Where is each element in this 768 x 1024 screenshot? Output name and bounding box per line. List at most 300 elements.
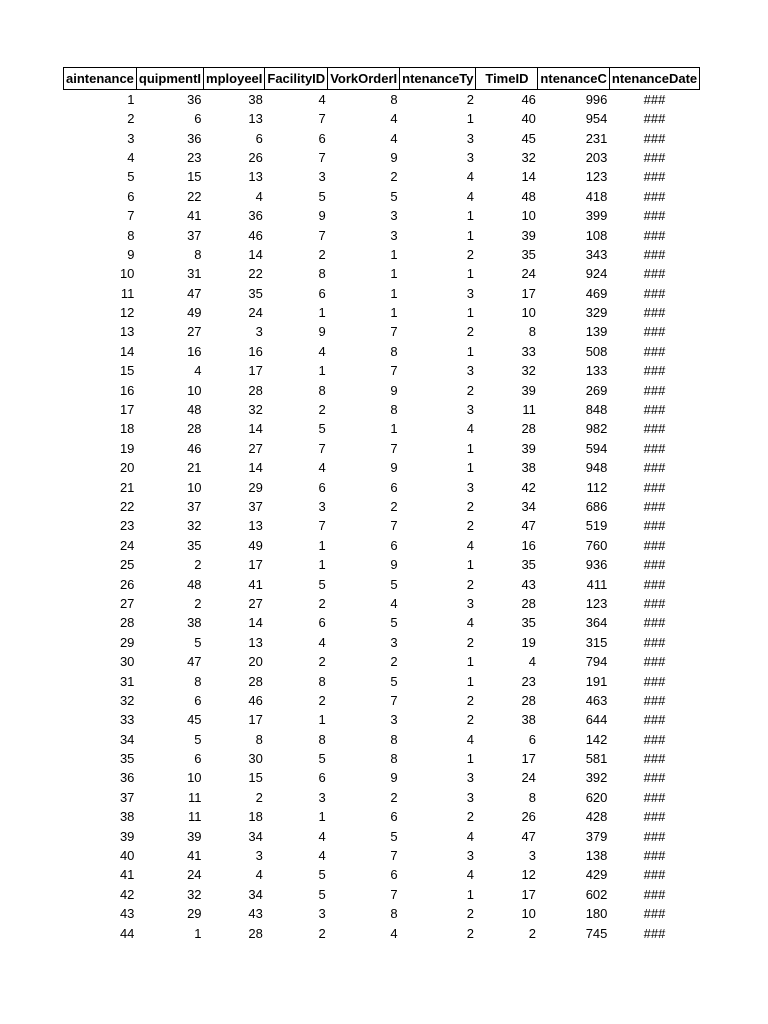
- table-cell[interactable]: 32: [187, 518, 202, 534]
- table-cell[interactable]: 203: [585, 149, 608, 165]
- table-cell[interactable]: 848: [585, 402, 608, 418]
- table-cell[interactable]: ###: [643, 576, 666, 592]
- table-cell[interactable]: 18: [119, 421, 135, 437]
- table-cell[interactable]: 4: [528, 654, 536, 670]
- table-cell[interactable]: 7: [318, 149, 326, 165]
- table-cell[interactable]: 28: [119, 615, 135, 631]
- table-cell[interactable]: 3: [466, 130, 474, 146]
- table-cell[interactable]: 2: [528, 925, 536, 941]
- table-cell[interactable]: 30: [119, 654, 135, 670]
- table-cell[interactable]: 5: [390, 673, 398, 689]
- table-cell[interactable]: 2: [194, 595, 202, 611]
- table-cell[interactable]: 3: [466, 285, 474, 301]
- table-cell[interactable]: 2: [466, 692, 474, 708]
- table-cell[interactable]: 16: [521, 537, 536, 553]
- table-cell[interactable]: 23: [521, 673, 536, 689]
- table-cell[interactable]: 16: [248, 343, 263, 359]
- table-cell[interactable]: 8: [318, 731, 326, 747]
- table-cell[interactable]: 45: [521, 130, 536, 146]
- table-cell[interactable]: ###: [643, 867, 666, 883]
- table-cell[interactable]: 108: [585, 227, 608, 243]
- table-cell[interactable]: 36: [187, 130, 202, 146]
- table-cell[interactable]: 35: [521, 557, 536, 573]
- table-cell[interactable]: 4: [194, 363, 202, 379]
- table-cell[interactable]: 2: [466, 576, 474, 592]
- table-cell[interactable]: 231: [585, 130, 608, 146]
- table-cell[interactable]: 26: [119, 576, 135, 592]
- table-cell[interactable]: 5: [194, 634, 202, 650]
- table-cell[interactable]: ###: [643, 537, 666, 553]
- table-cell[interactable]: 6: [318, 615, 326, 631]
- table-cell[interactable]: 2: [127, 111, 135, 127]
- table-cell[interactable]: 3: [466, 479, 474, 495]
- table-cell[interactable]: 47: [521, 518, 536, 534]
- table-cell[interactable]: 4: [466, 615, 474, 631]
- table-cell[interactable]: 5: [318, 751, 326, 767]
- table-cell[interactable]: 14: [248, 246, 263, 262]
- table-cell[interactable]: 48: [187, 402, 202, 418]
- table-cell[interactable]: 1: [466, 673, 474, 689]
- table-cell[interactable]: 14: [119, 343, 135, 359]
- table-cell[interactable]: ###: [643, 188, 666, 204]
- table-cell[interactable]: 13: [248, 111, 263, 127]
- table-cell[interactable]: 3: [466, 595, 474, 611]
- table-cell[interactable]: 17: [119, 402, 135, 418]
- table-cell[interactable]: 47: [521, 828, 536, 844]
- table-cell[interactable]: 33: [521, 343, 536, 359]
- table-cell[interactable]: 30: [248, 751, 263, 767]
- table-cell[interactable]: 10: [187, 382, 202, 398]
- table-cell[interactable]: 1: [127, 92, 135, 107]
- table-cell[interactable]: 1: [466, 751, 474, 767]
- table-cell[interactable]: 7: [390, 848, 398, 864]
- table-cell[interactable]: 22: [248, 266, 263, 282]
- table-cell[interactable]: 40: [521, 111, 536, 127]
- table-cell[interactable]: 4: [318, 343, 326, 359]
- table-cell[interactable]: ###: [643, 421, 666, 437]
- table-cell[interactable]: 3: [528, 848, 536, 864]
- table-cell[interactable]: 39: [521, 440, 536, 456]
- table-cell[interactable]: 1: [390, 421, 398, 437]
- table-cell[interactable]: 1: [390, 285, 398, 301]
- table-cell[interactable]: 3: [466, 402, 474, 418]
- table-cell[interactable]: 4: [466, 169, 474, 185]
- table-cell[interactable]: 5: [390, 188, 398, 204]
- table-cell[interactable]: ###: [643, 925, 666, 941]
- table-cell[interactable]: 10: [119, 266, 135, 282]
- table-cell[interactable]: 24: [248, 305, 263, 321]
- table-cell[interactable]: 45: [187, 712, 202, 728]
- table-cell[interactable]: 2: [466, 809, 474, 825]
- table-cell[interactable]: 6: [390, 867, 398, 883]
- table-cell[interactable]: 343: [585, 246, 608, 262]
- table-cell[interactable]: 37: [187, 499, 202, 514]
- table-cell[interactable]: 10: [187, 479, 202, 495]
- table-cell[interactable]: 6: [318, 479, 326, 495]
- table-cell[interactable]: 392: [585, 770, 608, 786]
- table-cell[interactable]: 42: [119, 886, 135, 902]
- table-cell[interactable]: 18: [248, 809, 263, 825]
- table-cell[interactable]: ###: [643, 906, 666, 922]
- table-cell[interactable]: 28: [248, 925, 263, 941]
- table-cell[interactable]: 10: [187, 770, 202, 786]
- table-cell[interactable]: ###: [643, 848, 666, 864]
- table-cell[interactable]: 3: [255, 324, 263, 340]
- table-cell[interactable]: 7: [318, 111, 326, 127]
- table-cell[interactable]: 1: [318, 557, 326, 573]
- table-cell[interactable]: 20: [119, 460, 135, 476]
- table-cell[interactable]: 2: [466, 925, 474, 941]
- table-cell[interactable]: 180: [585, 906, 608, 922]
- table-cell[interactable]: 11: [522, 402, 536, 418]
- table-cell[interactable]: 8: [127, 227, 135, 243]
- table-cell[interactable]: 954: [585, 111, 608, 127]
- table-cell[interactable]: 41: [187, 208, 202, 224]
- table-cell[interactable]: 3: [390, 712, 398, 728]
- table-cell[interactable]: 5: [318, 421, 326, 437]
- table-cell[interactable]: 6: [318, 285, 326, 301]
- table-cell[interactable]: 9: [318, 208, 326, 224]
- table-cell[interactable]: 4: [255, 867, 263, 883]
- table-cell[interactable]: 2: [194, 557, 202, 573]
- table-cell[interactable]: 2: [466, 906, 474, 922]
- table-cell[interactable]: 35: [187, 537, 202, 553]
- table-cell[interactable]: 34: [248, 828, 263, 844]
- table-cell[interactable]: 269: [585, 382, 608, 398]
- table-cell[interactable]: 8: [528, 789, 536, 805]
- table-cell[interactable]: ###: [643, 266, 666, 282]
- table-cell[interactable]: 142: [585, 731, 608, 747]
- table-cell[interactable]: 2: [466, 634, 474, 650]
- table-cell[interactable]: 34: [248, 886, 263, 902]
- table-cell[interactable]: ###: [643, 285, 666, 301]
- table-cell[interactable]: 508: [585, 343, 608, 359]
- table-cell[interactable]: 5: [318, 886, 326, 902]
- table-cell[interactable]: ###: [643, 789, 666, 805]
- table-cell[interactable]: 14: [248, 615, 263, 631]
- table-cell[interactable]: 12: [521, 867, 536, 883]
- table-cell[interactable]: 16: [187, 343, 202, 359]
- table-cell[interactable]: 34: [521, 499, 536, 514]
- table-cell[interactable]: 46: [248, 227, 263, 243]
- table-cell[interactable]: 2: [318, 402, 326, 418]
- table-cell[interactable]: 23: [119, 518, 135, 534]
- table-cell[interactable]: 6: [255, 130, 263, 146]
- table-cell[interactable]: 14: [248, 421, 263, 437]
- table-cell[interactable]: ###: [643, 208, 666, 224]
- table-cell[interactable]: 38: [187, 615, 202, 631]
- table-cell[interactable]: 21: [119, 479, 135, 495]
- table-cell[interactable]: 19: [119, 440, 135, 456]
- table-cell[interactable]: 8: [194, 246, 202, 262]
- table-cell[interactable]: 6: [318, 770, 326, 786]
- table-cell[interactable]: 3: [466, 789, 474, 805]
- table-cell[interactable]: ###: [643, 324, 666, 340]
- table-cell[interactable]: 47: [187, 285, 202, 301]
- table-cell[interactable]: 8: [318, 382, 326, 398]
- table-cell[interactable]: 6: [390, 537, 398, 553]
- table-cell[interactable]: 9: [390, 149, 398, 165]
- table-cell[interactable]: 411: [586, 576, 608, 592]
- table-cell[interactable]: 7: [318, 227, 326, 243]
- table-cell[interactable]: 13: [248, 518, 263, 534]
- table-cell[interactable]: 2: [255, 789, 263, 805]
- table-cell[interactable]: 43: [521, 576, 536, 592]
- table-cell[interactable]: 29: [119, 634, 135, 650]
- table-cell[interactable]: ###: [643, 227, 666, 243]
- table-cell[interactable]: 2: [318, 654, 326, 670]
- table-cell[interactable]: 38: [521, 460, 536, 476]
- table-cell[interactable]: 2: [318, 595, 326, 611]
- table-cell[interactable]: 7: [390, 363, 398, 379]
- table-cell[interactable]: 32: [248, 402, 263, 418]
- table-cell[interactable]: 9: [390, 770, 398, 786]
- table-cell[interactable]: 24: [119, 537, 135, 553]
- table-cell[interactable]: 6: [194, 111, 202, 127]
- table-cell[interactable]: 35: [521, 246, 536, 262]
- table-cell[interactable]: 40: [119, 848, 135, 864]
- table-cell[interactable]: ###: [643, 460, 666, 476]
- table-cell[interactable]: 26: [248, 149, 263, 165]
- table-cell[interactable]: 38: [119, 809, 135, 825]
- table-cell[interactable]: 19: [521, 634, 536, 650]
- table-cell[interactable]: 1: [318, 809, 326, 825]
- table-cell[interactable]: 1: [194, 925, 202, 941]
- table-cell[interactable]: 13: [248, 634, 263, 650]
- table-cell[interactable]: 924: [585, 266, 608, 282]
- table-cell[interactable]: 35: [248, 285, 263, 301]
- table-cell[interactable]: ###: [643, 712, 666, 728]
- table-cell[interactable]: 31: [187, 266, 202, 282]
- table-cell[interactable]: 1: [390, 305, 398, 321]
- table-cell[interactable]: 17: [521, 886, 536, 902]
- table-cell[interactable]: ###: [643, 246, 666, 262]
- table-cell[interactable]: ###: [643, 343, 666, 359]
- table-cell[interactable]: 17: [248, 363, 263, 379]
- table-cell[interactable]: 1: [466, 440, 474, 456]
- table-cell[interactable]: 4: [318, 828, 326, 844]
- table-cell[interactable]: 2: [466, 712, 474, 728]
- table-cell[interactable]: 620: [585, 789, 608, 805]
- table-cell[interactable]: 48: [187, 576, 202, 592]
- column-header[interactable]: ntenanceDate: [609, 68, 699, 90]
- table-cell[interactable]: 24: [521, 770, 536, 786]
- table-cell[interactable]: 1: [466, 557, 474, 573]
- table-cell[interactable]: 8: [255, 731, 263, 747]
- table-cell[interactable]: 794: [585, 654, 608, 670]
- table-cell[interactable]: 139: [585, 324, 608, 340]
- table-cell[interactable]: 7: [318, 518, 326, 534]
- table-cell[interactable]: 20: [248, 654, 263, 670]
- table-cell[interactable]: 28: [248, 382, 263, 398]
- table-cell[interactable]: ###: [643, 92, 666, 107]
- table-cell[interactable]: ###: [643, 751, 666, 767]
- table-cell[interactable]: 32: [521, 149, 536, 165]
- table-cell[interactable]: 2: [466, 499, 474, 514]
- table-cell[interactable]: 39: [119, 828, 135, 844]
- column-header[interactable]: FacilityID: [265, 68, 328, 90]
- table-cell[interactable]: 11: [188, 809, 202, 825]
- table-cell[interactable]: 17: [248, 712, 263, 728]
- table-cell[interactable]: 2: [318, 925, 326, 941]
- table-cell[interactable]: ###: [643, 731, 666, 747]
- table-cell[interactable]: 4: [390, 595, 398, 611]
- table-cell[interactable]: 14: [248, 460, 263, 476]
- table-cell[interactable]: 1: [466, 111, 474, 127]
- table-cell[interactable]: 428: [585, 809, 608, 825]
- table-cell[interactable]: ###: [643, 149, 666, 165]
- table-cell[interactable]: 948: [585, 460, 608, 476]
- table-cell[interactable]: 1: [318, 712, 326, 728]
- table-cell[interactable]: 2: [390, 169, 398, 185]
- table-cell[interactable]: 46: [187, 440, 202, 456]
- table-cell[interactable]: 1: [466, 460, 474, 476]
- table-cell[interactable]: 469: [585, 285, 608, 301]
- table-cell[interactable]: 936: [585, 557, 608, 573]
- table-cell[interactable]: 4: [390, 925, 398, 941]
- table-cell[interactable]: 4: [466, 828, 474, 844]
- table-cell[interactable]: 17: [248, 557, 263, 573]
- table-cell[interactable]: 8: [390, 731, 398, 747]
- table-cell[interactable]: 35: [521, 615, 536, 631]
- table-cell[interactable]: 3: [466, 363, 474, 379]
- table-cell[interactable]: 3: [318, 499, 326, 514]
- table-cell[interactable]: 7: [390, 440, 398, 456]
- table-cell[interactable]: 49: [187, 305, 202, 321]
- table-cell[interactable]: 1: [318, 537, 326, 553]
- table-cell[interactable]: 3: [127, 130, 135, 146]
- table-cell[interactable]: 7: [390, 518, 398, 534]
- table-cell[interactable]: 5: [390, 828, 398, 844]
- table-cell[interactable]: 2: [466, 92, 474, 107]
- column-header[interactable]: VorkOrderI: [328, 68, 400, 90]
- table-cell[interactable]: 3: [255, 848, 263, 864]
- table-cell[interactable]: 3: [318, 789, 326, 805]
- table-cell[interactable]: 27: [187, 324, 202, 340]
- table-cell[interactable]: 8: [390, 92, 398, 107]
- table-cell[interactable]: 7: [318, 440, 326, 456]
- table-cell[interactable]: 43: [248, 906, 263, 922]
- table-cell[interactable]: 7: [390, 692, 398, 708]
- table-cell[interactable]: 27: [119, 595, 135, 611]
- table-cell[interactable]: 2: [390, 654, 398, 670]
- table-cell[interactable]: 594: [585, 440, 608, 456]
- table-cell[interactable]: 8: [390, 906, 398, 922]
- table-cell[interactable]: 8: [390, 402, 398, 418]
- table-cell[interactable]: 22: [119, 499, 135, 514]
- table-cell[interactable]: 33: [119, 712, 135, 728]
- column-header[interactable]: ntenanceTy: [400, 68, 476, 90]
- table-cell[interactable]: 123: [585, 595, 608, 611]
- table-cell[interactable]: 14: [521, 169, 536, 185]
- column-header[interactable]: TimeID: [476, 68, 538, 90]
- table-cell[interactable]: 2: [466, 246, 474, 262]
- table-cell[interactable]: 46: [521, 92, 536, 107]
- table-cell[interactable]: 519: [585, 518, 608, 534]
- table-cell[interactable]: 112: [586, 479, 608, 495]
- table-cell[interactable]: 41: [119, 867, 135, 883]
- table-cell[interactable]: ###: [643, 634, 666, 650]
- table-cell[interactable]: 4: [318, 460, 326, 476]
- table-cell[interactable]: 6: [127, 188, 135, 204]
- table-cell[interactable]: 996: [585, 92, 608, 107]
- table-cell[interactable]: 28: [521, 421, 536, 437]
- table-cell[interactable]: 17: [521, 751, 536, 767]
- table-cell[interactable]: 38: [248, 92, 263, 107]
- table-cell[interactable]: 6: [194, 692, 202, 708]
- table-cell[interactable]: 379: [585, 828, 608, 844]
- table-cell[interactable]: 5: [318, 576, 326, 592]
- table-cell[interactable]: 28: [521, 692, 536, 708]
- table-cell[interactable]: 2: [466, 324, 474, 340]
- table-cell[interactable]: 29: [248, 479, 263, 495]
- table-cell[interactable]: 4: [318, 848, 326, 864]
- column-header[interactable]: quipmentI: [136, 68, 203, 90]
- table-cell[interactable]: 8: [528, 324, 536, 340]
- table-cell[interactable]: ###: [643, 169, 666, 185]
- table-cell[interactable]: ###: [643, 809, 666, 825]
- table-cell[interactable]: 35: [119, 751, 135, 767]
- table-cell[interactable]: 11: [188, 789, 202, 805]
- table-cell[interactable]: 3: [318, 906, 326, 922]
- table-cell[interactable]: 17: [521, 285, 536, 301]
- table-cell[interactable]: 23: [187, 149, 202, 165]
- table-cell[interactable]: 4: [127, 149, 135, 165]
- table-cell[interactable]: 41: [187, 848, 202, 864]
- table-cell[interactable]: 37: [187, 227, 202, 243]
- table-cell[interactable]: 26: [521, 809, 536, 825]
- table-cell[interactable]: 7: [390, 324, 398, 340]
- table-cell[interactable]: 8: [318, 266, 326, 282]
- table-cell[interactable]: 4: [466, 867, 474, 883]
- table-cell[interactable]: 34: [119, 731, 135, 747]
- table-cell[interactable]: 3: [390, 208, 398, 224]
- table-cell[interactable]: 329: [585, 305, 608, 321]
- table-cell[interactable]: 418: [585, 188, 608, 204]
- table-cell[interactable]: 31: [119, 673, 135, 689]
- table-cell[interactable]: 315: [585, 634, 608, 650]
- table-cell[interactable]: 32: [187, 886, 202, 902]
- table-cell[interactable]: 22: [187, 188, 202, 204]
- table-cell[interactable]: 6: [390, 479, 398, 495]
- column-header[interactable]: ntenanceC: [538, 68, 609, 90]
- table-cell[interactable]: ###: [643, 518, 666, 534]
- table-cell[interactable]: 1: [466, 654, 474, 670]
- table-cell[interactable]: ###: [643, 692, 666, 708]
- table-cell[interactable]: 3: [466, 848, 474, 864]
- table-cell[interactable]: 49: [248, 537, 263, 553]
- table-cell[interactable]: 36: [187, 92, 202, 107]
- table-cell[interactable]: 29: [187, 906, 202, 922]
- table-cell[interactable]: 3: [390, 227, 398, 243]
- table-cell[interactable]: 13: [119, 324, 135, 340]
- table-cell[interactable]: 1: [390, 266, 398, 282]
- column-header[interactable]: aintenance: [64, 68, 137, 90]
- table-cell[interactable]: 28: [248, 673, 263, 689]
- table-cell[interactable]: 42: [521, 479, 536, 495]
- table-cell[interactable]: 581: [585, 751, 608, 767]
- table-cell[interactable]: 5: [390, 576, 398, 592]
- table-cell[interactable]: 27: [248, 440, 263, 456]
- table-cell[interactable]: 1: [466, 305, 474, 321]
- table-cell[interactable]: 8: [390, 751, 398, 767]
- table-cell[interactable]: 5: [318, 867, 326, 883]
- table-cell[interactable]: 1: [466, 208, 474, 224]
- table-cell[interactable]: 28: [187, 421, 202, 437]
- table-cell[interactable]: 37: [248, 499, 263, 514]
- table-cell[interactable]: 5: [390, 615, 398, 631]
- table-cell[interactable]: 28: [521, 595, 536, 611]
